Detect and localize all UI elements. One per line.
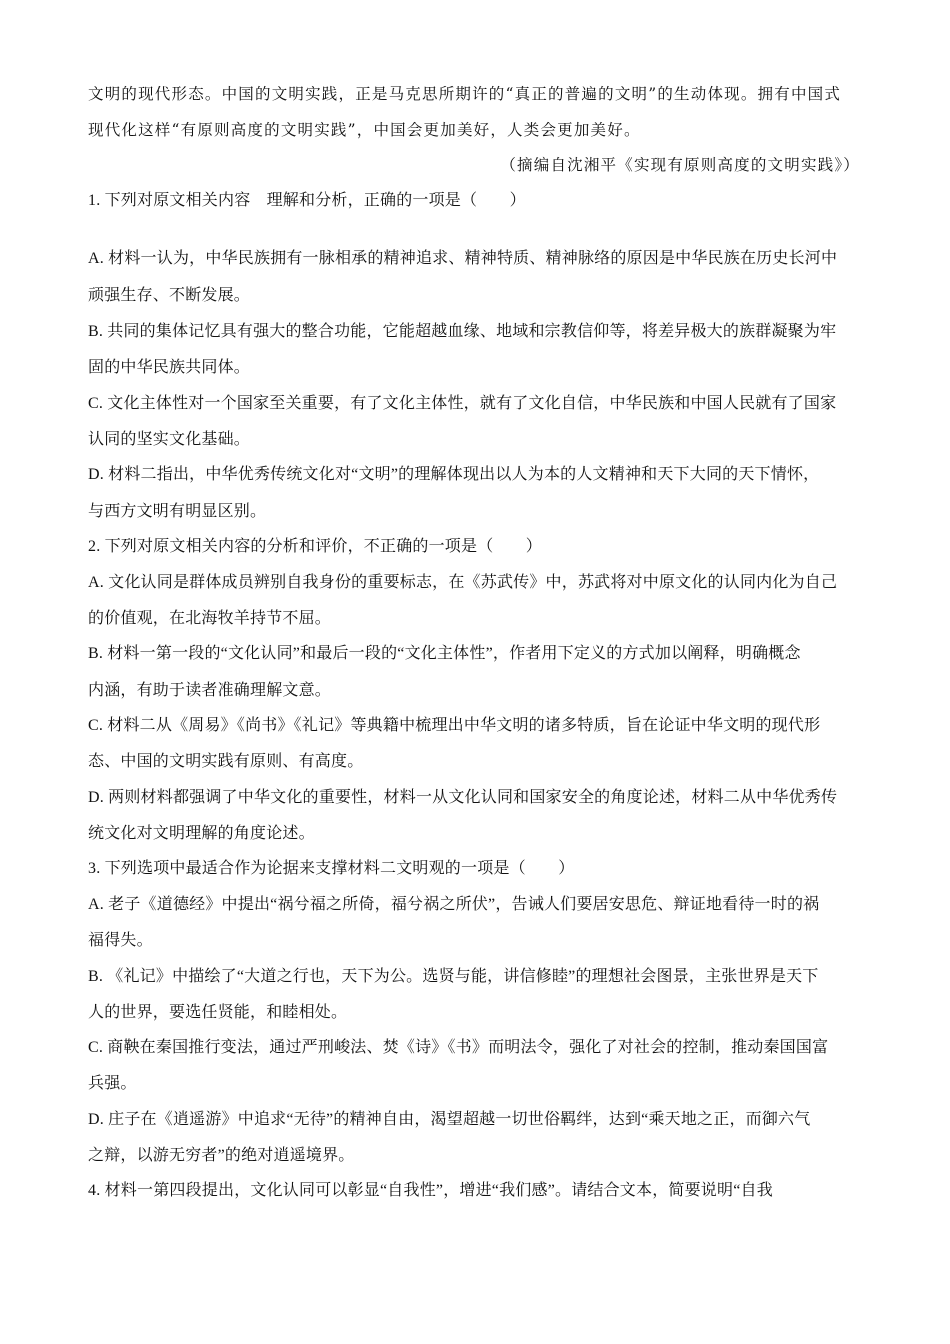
question-3-option-a-line-1: A. 老子《道德经》中提出“祸兮福之所倚，福兮祸之所伏”，告诫人们要居安思危、辩证地看待一时的祸 bbox=[88, 896, 820, 913]
question-1-stem: 1. 下列对原文相关内容 理解和分析，正确的一项是（ ） bbox=[88, 192, 526, 209]
question-1-option-d-line-2: 与西方文明有明显区别。 bbox=[88, 503, 267, 520]
question-1-option-c-line-2: 认同的坚实文化基础。 bbox=[88, 431, 251, 448]
question-3-option-a-line-2: 福得失。 bbox=[88, 932, 153, 949]
question-3-option-c-line-2: 兵强。 bbox=[88, 1075, 137, 1092]
question-3-stem: 3. 下列选项中最适合作为论据来支撑材料二文明观的一项是（ ） bbox=[88, 860, 575, 877]
question-2-option-b-line-1: B. 材料一第一段的“文化认同”和最后一段的“文化主体性”，作者用下定义的方式加以阐释，明确概念 bbox=[88, 645, 801, 662]
source-citation: （摘编自沈湘平《实现有原则高度的文明实践》） bbox=[500, 156, 860, 174]
question-1-option-a-line-1: A. 材料一认为，中华民族拥有一脉相承的精神追求、精神特质、精神脉络的原因是中华民族在历史长河中 bbox=[88, 250, 838, 267]
question-3-option-c-line-1: C. 商鞅在秦国推行变法，通过严刑峻法、焚《诗》《书》而明法令，强化了对社会的控制，推动秦国国富 bbox=[88, 1039, 829, 1056]
question-2-option-d-line-2: 统文化对文明理解的角度论述。 bbox=[88, 825, 315, 842]
question-1-option-c-line-1: C. 文化主体性对一个国家至关重要，有了文化主体性，就有了文化自信，中华民族和中国人民就有了国家 bbox=[88, 395, 837, 412]
question-2-option-c-line-1: C. 材料二从《周易》《尚书》《礼记》等典籍中梳理出中华文明的诸多特质，旨在论证中华文明的现代形 bbox=[88, 717, 821, 734]
intro-line-2: 现代化这样“有原则高度的文明实践”，中国会更加美好，人类会更加美好。 bbox=[88, 121, 641, 139]
question-2-option-d-line-1: D. 两则材料都强调了中华文化的重要性，材料一从文化认同和国家安全的角度论述，材料二从中华优秀传 bbox=[88, 789, 838, 806]
question-1-option-d-line-1: D. 材料二指出，中华优秀传统文化对“文明”的理解体现出以人为本的人文精神和天下大同的天下情怀， bbox=[88, 466, 820, 483]
question-3-option-b-line-1: B. 《礼记》中描绘了“大道之行也，天下为公。选贤与能，讲信修睦”的理想社会图景，主张世界是天下 bbox=[88, 968, 819, 985]
question-1-option-b-line-1: B. 共同的集体记忆具有强大的整合功能，它能超越血缘、地域和宗教信仰等，将差异极大的族群凝聚为牢 bbox=[88, 323, 837, 340]
question-2-option-c-line-2: 态、中国的文明实践有原则、有高度。 bbox=[88, 753, 364, 770]
question-2-stem: 2. 下列对原文相关内容的分析和评价，不正确的一项是（ ） bbox=[88, 538, 543, 555]
question-3-option-d-line-1: D. 庄子在《逍遥游》中追求“无待”的精神自由，渴望超越一切世俗羁绊，达到“乘天地之正，而御六气 bbox=[88, 1111, 811, 1128]
question-1-option-a-line-2: 顽强生存、不断发展。 bbox=[88, 287, 251, 304]
question-2-option-a-line-2: 的价值观，在北海牧羊持节不屈。 bbox=[88, 610, 332, 627]
question-2-option-a-line-1: A. 文化认同是群体成员辨别自我身份的重要标志，在《苏武传》中，苏武将对中原文化的认同内化为自己 bbox=[88, 574, 838, 591]
question-3-option-b-line-2: 人的世界，要选任贤能，和睦相处。 bbox=[88, 1004, 348, 1021]
intro-line-1: 文明的现代形态。中国的文明实践，正是马克思所期许的“真正的普遍的文明”的生动体现。拥有中国式 bbox=[88, 85, 842, 103]
question-4-stem: 4. 材料一第四段提出，文化认同可以彰显“自我性”，增进“我们感”。请结合文本，简要说明“自我 bbox=[88, 1182, 773, 1199]
question-3-option-d-line-2: 之辩，以游无穷者”的绝对逍遥境界。 bbox=[88, 1147, 355, 1164]
question-1-option-b-line-2: 固的中华民族共同体。 bbox=[88, 359, 251, 376]
question-2-option-b-line-2: 内涵，有助于读者准确理解文意。 bbox=[88, 682, 332, 699]
